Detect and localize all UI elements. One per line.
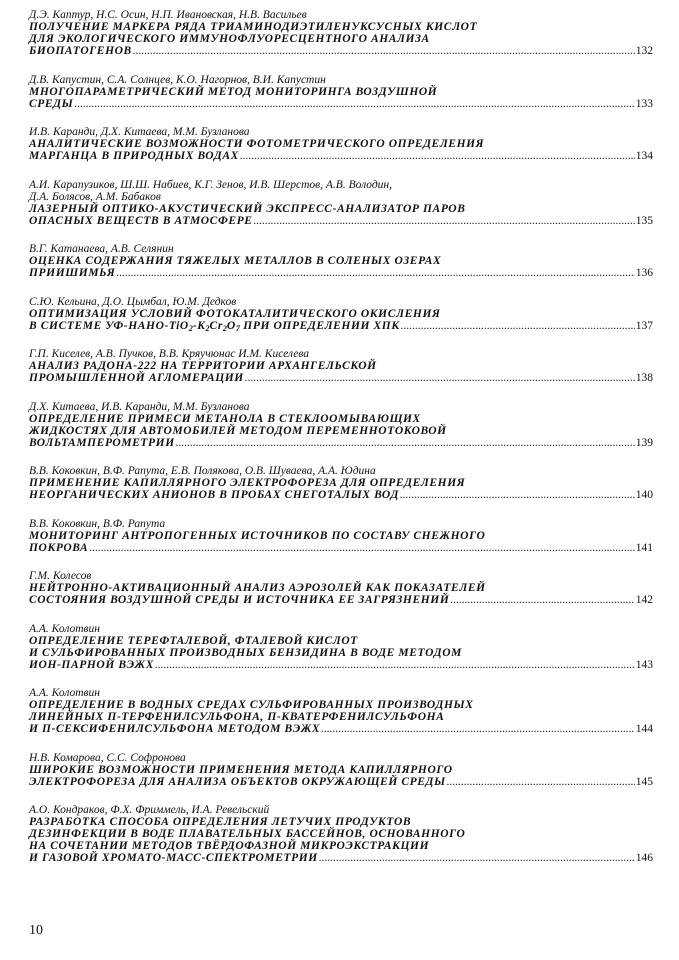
- entry-title-end: ВОЛЬТАМПЕРОМЕТРИИ: [29, 436, 175, 449]
- entry-last-line: [29, 150, 653, 162]
- toc-entry: [29, 752, 653, 788]
- toc-entry: [29, 804, 653, 864]
- entry-authors: Д.В. Капустин, С.А. Солнцев, К.О. Нагорнов, В.И. Капустин: [29, 73, 326, 86]
- entry-title-line: ОЦЕНКА СОДЕРЖАНИЯ ТЯЖЕЛЫХ МЕТАЛЛОВ В СОЛЕНЫХ ОЗЕРАХ: [29, 255, 442, 267]
- entry-title-line: ШИРОКИЕ ВОЗМОЖНОСТИ ПРИМЕНЕНИЯ МЕТОДА КАПИЛЛЯРНОГО: [29, 763, 453, 776]
- entry-authors: С.Ю. Кельина, Д.О. Цымбал, Ю.М. Дедков: [29, 295, 237, 308]
- entry-authors: В.В. Коковкин, В.Ф. Рапута, Е.В. Полякова, О.В. Шуваева, А.А. Юдина: [29, 465, 376, 477]
- dot-leader: [116, 267, 634, 279]
- entry-title-end: И ГАЗОВОЙ ХРОМАТО-МАСС-СПЕКТРОМЕТРИИ: [29, 852, 318, 864]
- toc-entry: [29, 401, 653, 449]
- entry-title-end: МАРГАНЦА В ПРИРОДНЫХ ВОДАХ: [29, 150, 239, 162]
- entry-authors: Д.Х. Китаева, И.В. Каранди, М.М. Бузланова: [29, 400, 250, 413]
- entry-last-line: [29, 45, 653, 57]
- entry-page-number: 137: [635, 319, 653, 332]
- toc-entry: [29, 296, 653, 332]
- entry-authors: Д.А. Болясов, А.М. Бабаков: [29, 190, 161, 203]
- entry-page-number: 143: [635, 658, 653, 671]
- entry-title-end: СРЕДЫ: [29, 97, 74, 110]
- dot-leader: [245, 372, 635, 384]
- dot-leader: [401, 320, 635, 332]
- entry-title-line: АНАЛИТИЧЕСКИЕ ВОЗМОЖНОСТИ ФОТОМЕТРИЧЕСКОГО ОПРЕДЕЛЕНИЯ: [29, 138, 485, 150]
- entry-title-end: БИОПАТОГЕНОВ: [29, 45, 132, 57]
- entry-title-line: ОПТИМИЗАЦИЯ УСЛОВИЙ ФОТОКАТАЛИТИЧЕСКОГО ОКИСЛЕНИЯ: [29, 307, 441, 320]
- entry-last-line: [29, 372, 653, 384]
- entry-page-number: 146: [635, 852, 653, 864]
- entry-last-line: [29, 98, 653, 110]
- entry-title-line: ЖИДКОСТЯХ ДЛЯ АВТОМОБИЛЕЙ МЕТОДОМ ПЕРЕМЕННОТОКОВОЙ: [29, 424, 447, 437]
- entry-title-line: ОПРЕДЕЛЕНИЕ ТЕРЕФТАЛЕВОЙ, ФТАЛЕВОЙ КИСЛОТ: [29, 634, 358, 647]
- page-number: 10: [29, 923, 43, 938]
- entry-authors: А.О. Кондраков, Ф.Х. Фриммель, И.А. Ревельский: [29, 804, 270, 816]
- entry-title-line: ДЕЗИНФЕКЦИИ В ВОДЕ ПЛАВАТЕЛЬНЫХ БАССЕЙНОВ, ОСНОВАННОГО: [29, 828, 466, 840]
- entry-title-line: ДЛЯ ЭКОЛОГИЧЕСКОГО ИММУНОФЛУОРЕСЦЕНТНОГО АНАЛИЗА: [29, 33, 430, 45]
- entry-authors: А.А. Колотвин: [29, 622, 100, 635]
- entry-last-line: [29, 542, 653, 554]
- entry-title-line: НА СОЧЕТАНИИ МЕТОДОВ ТВЁРДОФАЗНОЙ МИКРОЭКСТРАКЦИИ: [29, 840, 430, 852]
- entry-page-number: 132: [635, 45, 653, 57]
- entry-page-number: 140: [635, 489, 653, 501]
- entry-last-line: [29, 723, 653, 735]
- entry-page-number: 145: [635, 775, 653, 788]
- entry-page-number: 139: [635, 436, 653, 449]
- entry-title-end: ПОКРОВА: [29, 541, 89, 554]
- toc-entry: [29, 243, 653, 279]
- dot-leader: [400, 489, 635, 501]
- toc-entry: [29, 126, 653, 162]
- entry-title-line: ПРИМЕНЕНИЕ КАПИЛЛЯРНОГО ЭЛЕКТРОФОРЕЗА ДЛЯ ОПРЕДЕЛЕНИЯ: [29, 477, 466, 489]
- entry-authors: В.Г. Катанаева, А.В. Селянин: [29, 243, 174, 255]
- entry-authors: Г.П. Киселев, А.В. Пучков, В.В. Кряучюнас И.М. Киселева: [29, 348, 310, 360]
- dot-leader: [450, 594, 634, 606]
- entry-authors: А.И. Карапузиков, Ш.Ш. Набиев, К.Г. Зенов, И.В. Шерстов, А.В. Володин,: [29, 178, 392, 191]
- entry-title-end: СОСТОЯНИЯ ВОЗДУШНОЙ СРЕДЫ И ИСТОЧНИКА ЕЕ ЗАГРЯЗНЕНИЙ: [29, 594, 450, 606]
- entry-last-line: [29, 852, 653, 864]
- dot-leader: [176, 437, 635, 449]
- entry-title-line: ОПРЕДЕЛЕНИЕ В ВОДНЫХ СРЕДАХ СУЛЬФИРОВАННЫХ ПРОИЗВОДНЫХ: [29, 699, 474, 711]
- dot-leader: [447, 776, 635, 788]
- entry-last-line: [29, 437, 653, 449]
- table-of-contents: [29, 9, 653, 881]
- entry-last-line: [29, 594, 653, 606]
- entry-title-line: МОНИТОРИНГ АНТРОПОГЕННЫХ ИСТОЧНИКОВ ПО СОСТАВУ СНЕЖНОГО: [29, 529, 486, 542]
- entry-title-end: ПРИИШИМЬЯ: [29, 267, 116, 279]
- toc-entry: [29, 74, 653, 110]
- toc-entry: [29, 623, 653, 671]
- entry-page-number: 136: [635, 267, 653, 279]
- entry-title-end: НЕОРГАНИЧЕСКИХ АНИОНОВ В ПРОБАХ СНЕГОТАЛЫХ ВОД: [29, 489, 399, 501]
- entry-title-line: ЛИНЕЙНЫХ П-ТЕРФЕНИЛСУЛЬФОНА, П-КВАТЕРФЕНИЛСУЛЬФОНА: [29, 711, 445, 723]
- entry-title-end: ПРОМЫШЛЕННОЙ АГЛОМЕРАЦИИ: [29, 372, 244, 384]
- entry-authors: Г.М. Колесов: [29, 570, 92, 582]
- toc-entry: [29, 687, 653, 735]
- dot-leader: [74, 98, 634, 110]
- dot-leader: [133, 45, 635, 57]
- entry-title-line: И СУЛЬФИРОВАННЫХ ПРОИЗВОДНЫХ БЕНЗИДИНА В ВОДЕ МЕТОДОМ: [29, 646, 462, 659]
- toc-entry: [29, 9, 653, 57]
- entry-title-line: МНОГОПАРАМЕТРИЧЕСКИЙ МЕТОД МОНИТОРИНГА ВОЗДУШНОЙ: [29, 85, 438, 98]
- entry-authors: А.А. Колотвин: [29, 687, 100, 699]
- entry-last-line: [29, 776, 653, 788]
- toc-entry: [29, 465, 653, 501]
- dot-leader: [89, 542, 634, 554]
- entry-title-line: НЕЙТРОННО-АКТИВАЦИОННЫЙ АНАЛИЗ АЭРОЗОЛЕЙ КАК ПОКАЗАТЕЛЕЙ: [29, 582, 486, 594]
- toc-entry: [29, 348, 653, 384]
- entry-title-line: ЛАЗЕРНЫЙ ОПТИКО-АКУСТИЧЕСКИЙ ЭКСПРЕСС-АНАЛИЗАТОР ПАРОВ: [29, 202, 466, 215]
- dot-leader: [321, 723, 635, 735]
- entry-authors: Н.В. Комарова, С.С. Софронова: [29, 751, 186, 764]
- dot-leader: [155, 659, 635, 671]
- entry-authors: И.В. Каранди, Д.Х. Китаева, М.М. Бузланова: [29, 126, 250, 138]
- entry-authors: Д.Э. Каптур, Н.С. Осин, Н.П. Ивановская, Н.В. Васильев: [29, 9, 307, 21]
- entry-page-number: 134: [635, 150, 653, 162]
- entry-last-line: [29, 489, 653, 501]
- dot-leader: [240, 150, 635, 162]
- toc-entry: [29, 518, 653, 554]
- entry-title-line: ОПРЕДЕЛЕНИЕ ПРИМЕСИ МЕТАНОЛА В СТЕКЛООМЫВАЮЩИХ: [29, 412, 421, 425]
- entry-title-end: ОПАСНЫХ ВЕЩЕСТВ В АТМОСФЕРЕ: [29, 214, 253, 227]
- dot-leader: [319, 852, 635, 864]
- entry-page-number: 133: [635, 97, 653, 110]
- entry-authors: В.В. Коковкин, В.Ф. Рапута: [29, 517, 166, 530]
- entry-page-number: 141: [635, 541, 653, 554]
- entry-page-number: 142: [635, 594, 653, 606]
- toc-entry: [29, 570, 653, 606]
- entry-last-line: [29, 320, 653, 332]
- entry-last-line: [29, 267, 653, 279]
- entry-last-line: [29, 659, 653, 671]
- entry-title-line: РАЗРАБОТКА СПОСОБА ОПРЕДЕЛЕНИЯ ЛЕТУЧИХ ПРОДУКТОВ: [29, 816, 412, 828]
- entry-title-line: ПОЛУЧЕНИЕ МАРКЕРА РЯДА ТРИАМИНОДИЭТИЛЕНУКСУСНЫХ КИСЛОТ: [29, 21, 478, 33]
- entry-page-number: 135: [635, 214, 653, 227]
- entry-title-end: В СИСТЕМЕ $УФ-НАНО-TiO_2-K_2Cr_2O_7$ ПРИ ОПРЕДЕЛЕНИИ ХПК: [29, 319, 400, 333]
- entry-title-end: ЭЛЕКТРОФОРЕЗА ДЛЯ АНАЛИЗА ОБЪЕКТОВ ОКРУЖАЮЩЕЙ СРЕДЫ: [29, 775, 446, 788]
- entry-last-line: [29, 215, 653, 227]
- entry-title-end: И П-СЕКСИФЕНИЛСУЛЬФОНА МЕТОДОМ ВЭЖХ: [29, 723, 321, 735]
- entry-page-number: 138: [635, 372, 653, 384]
- entry-title-end: ИОН-ПАРНОЙ ВЭЖХ: [29, 658, 154, 671]
- entry-page-number: 144: [635, 723, 653, 735]
- toc-entry: [29, 179, 653, 227]
- dot-leader: [254, 215, 635, 227]
- entry-title-line: АНАЛИЗ РАДОНА-222 НА ТЕРРИТОРИИ АРХАНГЕЛЬСКОЙ: [29, 360, 377, 372]
